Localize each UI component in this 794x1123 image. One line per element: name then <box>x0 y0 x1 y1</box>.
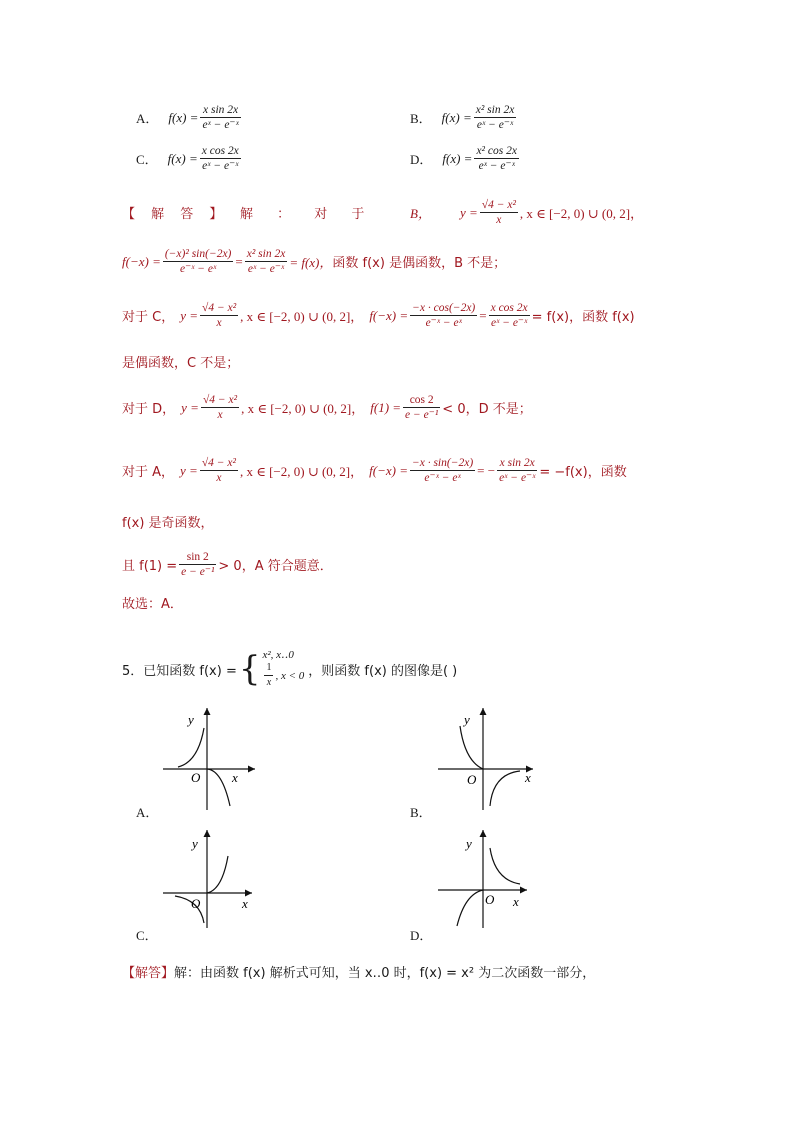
answer-line: 故选：A． <box>122 597 183 612</box>
option-c <box>136 144 243 173</box>
solution-text: 解：由函数 f(x) 解析式可知，当 x‥0 时，f(x) = x² 为二次函数一部分， <box>174 966 596 981</box>
y-label: y <box>464 712 470 727</box>
expr-rhs: = f(x)，函数 f(x) <box>531 310 635 325</box>
y-equals: y = <box>181 399 199 415</box>
x-label: x <box>242 896 248 911</box>
y-equals: y = <box>180 462 198 478</box>
option-lhs: f(x) = <box>167 150 198 166</box>
solution-tag: 【 解 答 】 <box>122 207 229 222</box>
fraction-denominator: e⁻ˣ − eˣ <box>425 317 462 329</box>
solution-line-4: 是偶函数，C 不是； <box>122 356 240 371</box>
fraction <box>179 550 216 579</box>
line-prefix: 且 f(1) = <box>122 559 178 574</box>
graph-b-label: B． <box>410 805 432 820</box>
fraction-denominator: x <box>216 317 222 329</box>
fraction-denominator: eˣ − e⁻ˣ <box>247 263 285 275</box>
graph-d-label: D． <box>410 928 433 943</box>
fraction-numerator: √4 − x² <box>202 302 237 314</box>
expr-lhs: f(−x) = <box>122 253 161 269</box>
line-prefix: 对于 A， <box>122 465 175 480</box>
solution-line-5 <box>122 393 532 422</box>
graph-a-label: A． <box>136 805 159 820</box>
x-label: x <box>513 894 519 909</box>
curve-right <box>207 769 230 806</box>
curve-right <box>207 856 228 893</box>
option-label: A． <box>136 111 159 126</box>
fraction-denominator: e⁻ˣ − eˣ <box>179 263 217 275</box>
fraction-denominator: x <box>217 409 223 421</box>
y-equals: y = <box>180 307 199 323</box>
graph-b[interactable] <box>435 706 540 811</box>
fraction <box>403 393 440 422</box>
sqrt-fraction <box>480 198 518 227</box>
fraction-numerator: √4 − x² <box>481 199 516 211</box>
option-label: D． <box>410 152 433 167</box>
domain-text: , x ∈ [−2, 0) ∪ (0, 2]， <box>241 401 365 416</box>
sqrt-fraction <box>200 301 238 330</box>
graph-c[interactable] <box>160 828 260 928</box>
fraction-numerator: x cos 2x <box>201 145 239 157</box>
option-lhs: f(x) = <box>441 109 472 125</box>
fraction-denominator: eˣ − e⁻ˣ <box>490 317 528 329</box>
option-label: C． <box>136 152 158 167</box>
expr-rhs: < 0，D 不是； <box>442 402 532 417</box>
graph-a[interactable] <box>160 706 260 811</box>
fraction <box>410 301 477 330</box>
graph-d[interactable] <box>435 828 535 928</box>
curve-right <box>490 771 520 806</box>
option-ref: B， <box>410 206 431 221</box>
curve-left <box>457 890 483 926</box>
line-prefix: 对于 C， <box>122 310 175 325</box>
fraction-denominator: e − e⁻¹ <box>405 409 439 421</box>
line-prefix: 对于 D， <box>122 402 176 417</box>
option-fraction <box>474 144 519 173</box>
conclusion-text: 函数 f(x) 是偶函数，B 不是； <box>332 256 507 271</box>
sqrt-fraction <box>201 393 239 422</box>
curve-left <box>460 726 483 769</box>
fraction-numerator: 1 <box>264 661 273 676</box>
fraction <box>410 456 475 485</box>
domain-text: , x ∈ [−2, 0) ∪ (0, 2]， <box>240 309 364 324</box>
question-prefix: 5．已知函数 f(x) = <box>122 663 237 679</box>
curve-right <box>490 848 520 884</box>
origin-label: O <box>467 772 477 787</box>
curve-left <box>178 728 204 767</box>
option-fraction <box>200 144 241 173</box>
sqrt-fraction <box>200 456 238 485</box>
option-b <box>410 103 518 132</box>
fraction-numerator: x² cos 2x <box>476 145 517 157</box>
question-5 <box>122 648 457 690</box>
fraction-denominator: x <box>216 472 222 484</box>
solution-tag: 【解答】 <box>122 966 175 981</box>
graph-c-label: C． <box>136 928 158 943</box>
fraction <box>264 661 273 690</box>
expr-lhs: f(1) = <box>370 399 402 415</box>
option-a <box>136 103 243 132</box>
fraction-numerator: cos 2 <box>403 393 440 408</box>
option-fraction <box>474 103 517 132</box>
x-label: x <box>525 770 531 785</box>
expr-rhs: = f(x)， <box>289 255 333 270</box>
fraction-denominator: eˣ − e⁻ˣ <box>202 160 239 172</box>
option-label: B． <box>410 111 432 126</box>
fraction-denominator: eˣ − e⁻ˣ <box>499 472 536 484</box>
fraction-denominator: eˣ − e⁻ˣ <box>476 119 514 131</box>
y-label: y <box>188 712 194 727</box>
solution-intro: 解 ： 对 于 <box>240 207 375 222</box>
solution-line-3: 对于 C， y = $\frac{\text{√4 − x²}}{x}$ , x ∈ [−2, 0) ∪ (0, 2]， f(−x) = $\frac{-x \cdot \cos(-2x)}{\text{e⁻ˣ − eˣ}}$ = $\frac{\text{x cos 2x}}{\text{eˣ − e⁻ˣ}}$ = f(x)，函数 f(x) <box>122 302 635 329</box>
solution-line-6: 对于 A， y = $\frac{\text{√4 − x²}}{x}$ , x ∈ [−2, 0) ∪ (0, 2]， f(−x) = $\frac{-x \cdot \sin(-2x)}{\text{e⁻ˣ − eˣ}}$ = − $\frac{\text{x sin 2x}}{\text{eˣ − e⁻ˣ}}$ = −f(x)，函数 <box>122 457 627 484</box>
domain-text: , x ∈ [−2, 0) ∪ (0, 2]， <box>239 464 364 479</box>
fraction-numerator: (−x)² sin(−2x) <box>164 248 232 260</box>
option-fraction <box>200 103 240 132</box>
y-label: y <box>466 836 472 851</box>
option-d <box>410 144 521 173</box>
domain-text: , x ∈ [−2, 0) ∪ (0, 2]， <box>519 206 644 221</box>
y-label: y <box>192 836 198 851</box>
fraction <box>163 247 234 276</box>
expr-rhs: = −f(x)，函数 <box>539 465 627 480</box>
solution-line-1 <box>122 198 670 227</box>
solution-line-7: f(x) 是奇函数， <box>122 516 214 531</box>
origin-label: O <box>191 770 201 785</box>
solution-line-2: f(−x) = $\frac{\text{(−x)² sin(−2x)}}{\text{e⁻ˣ − eˣ}}$ = $\frac{\text{x² sin 2x}}{\text{eˣ − e⁻ˣ}}$ = f(x)， 函数 f(x) 是偶函数，B 不是； <box>122 248 507 275</box>
fraction-numerator: −x · sin(−2x) <box>411 457 474 469</box>
fraction-denominator: x <box>496 214 502 226</box>
case-2-condition: , x < 0 <box>275 669 305 682</box>
fraction-numerator: x sin 2x <box>497 456 537 471</box>
fraction-numerator: x² sin 2x <box>475 104 515 116</box>
fraction <box>489 301 530 330</box>
expr-rhs: > 0，A 符合题意． <box>218 559 333 574</box>
option-lhs: f(x) = <box>442 150 473 166</box>
x-label: x <box>232 770 238 785</box>
fraction-numerator: x² sin 2x <box>246 248 286 260</box>
expr-lhs: f(−x) = <box>369 462 408 478</box>
fraction-numerator: sin 2 <box>179 550 216 565</box>
option-lhs: f(x) = <box>168 109 199 125</box>
fraction-numerator: x sin 2x <box>200 103 240 118</box>
fraction <box>497 456 537 485</box>
fraction-denominator: e − e⁻¹ <box>181 566 215 578</box>
fraction <box>245 247 288 276</box>
expr-lhs: f(−x) = <box>369 307 409 323</box>
origin-label: O <box>191 896 201 911</box>
fraction-numerator: x cos 2x <box>490 302 528 314</box>
fraction-numerator: √4 − x² <box>202 394 238 406</box>
fraction-numerator: −x · cos(−2x) <box>412 302 476 314</box>
piecewise <box>239 648 304 690</box>
origin-label: O <box>485 892 495 907</box>
brace: { <box>238 649 261 689</box>
fraction-denominator: e⁻ˣ − eˣ <box>424 472 461 484</box>
solution-line-8 <box>122 550 333 579</box>
fraction-denominator: x <box>266 677 272 688</box>
case-1: x², x‥0 <box>262 649 294 661</box>
fraction-denominator: eˣ − e⁻ˣ <box>202 119 239 131</box>
solution-5-line <box>122 962 595 981</box>
fraction-denominator: eˣ − e⁻ˣ <box>478 160 515 172</box>
fraction-numerator: √4 − x² <box>201 457 236 469</box>
y-equals: y = <box>460 204 478 220</box>
question-suffix: ，则函数 f(x) 的图像是( ) <box>308 663 458 679</box>
